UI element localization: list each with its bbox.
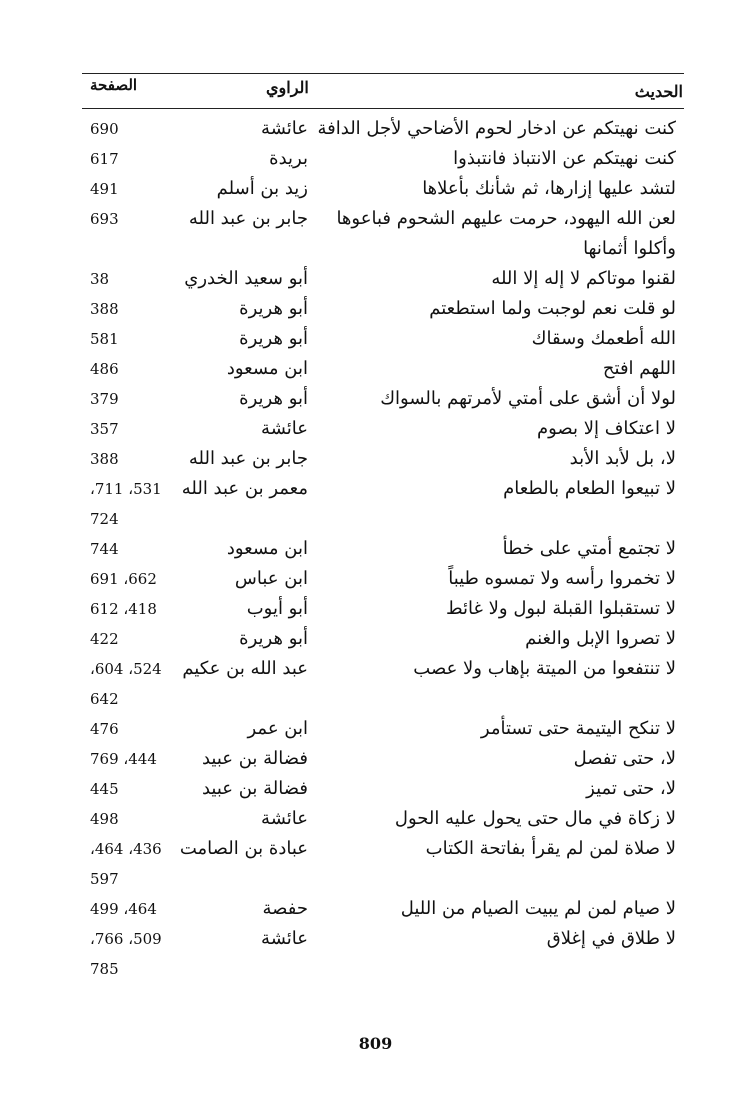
narrator-name: جابر بن عبد الله (188, 448, 308, 469)
table-row (82, 416, 684, 446)
page-references: 724 (90, 510, 119, 528)
narrator-name: أبو هريرة (239, 388, 308, 409)
hadith-text: لتشد عليها إزارها، ثم شأنك بأعلاها (422, 178, 676, 199)
page-references: 436، 464، (90, 840, 162, 858)
table-row (82, 866, 684, 896)
hadith-text: لا تنتفعوا من الميتة بإهاب ولا عصب (413, 658, 676, 679)
hadith-text: لا تخمروا رأسه ولا تمسوه طيباً (448, 568, 676, 589)
hadith-text: لا تستقبلوا القبلة لبول ولا غائط (445, 598, 676, 619)
page-references: 464، 499 (90, 900, 157, 918)
page-references: 498 (90, 810, 119, 828)
page-references: 388 (90, 300, 119, 318)
table-row (82, 716, 684, 746)
narrator-name: أبو هريرة (239, 628, 308, 649)
hadith-text: لا، حتى تميز (586, 778, 676, 799)
page-references: 445 (90, 780, 119, 798)
hadith-text: لا زكاة في مال حتى يحول عليه الحول (394, 808, 676, 829)
table-row (82, 626, 684, 656)
table-row (82, 266, 684, 296)
hadith-text: لا، حتى تفصل (573, 748, 676, 769)
narrator-name: عائشة (261, 118, 308, 139)
page-references: 379 (90, 390, 119, 408)
narrator-name: فضالة بن عبيد (201, 778, 308, 799)
page-references: 491 (90, 180, 119, 198)
page-references: 744 (90, 540, 119, 558)
table-row (82, 656, 684, 686)
narrator-name: فضالة بن عبيد (201, 748, 308, 769)
hadith-text: الله أطعمك وسقاك (531, 328, 676, 349)
narrator-name: ابن مسعود (226, 358, 308, 379)
table-row (82, 536, 684, 566)
table-row (82, 206, 684, 236)
table-row (82, 686, 684, 716)
hadith-text: لعن الله اليهود، حرمت عليهم الشحوم فباعوها (336, 208, 676, 229)
page-references: 388 (90, 450, 119, 468)
table-row (82, 356, 684, 386)
page-references: 693 (90, 210, 119, 228)
hadith-text: لا تنكح اليتيمة حتى تستأمر (480, 718, 676, 739)
hadith-text: لا، بل لأبد الأبد (569, 448, 676, 469)
page-number: 809 (358, 1034, 393, 1053)
table-row (82, 806, 684, 836)
narrator-name: أبو هريرة (239, 328, 308, 349)
page-references: 524، 604، (90, 660, 162, 678)
table-row (82, 386, 684, 416)
narrator-name: أبو هريرة (239, 298, 308, 319)
hadith-text: لا اعتكاف إلا بصوم (536, 418, 676, 439)
hadith-text: لا تبيعوا الطعام بالطعام (503, 478, 676, 499)
table-row (82, 596, 684, 626)
table-row (82, 296, 684, 326)
narrator-name: زيد بن أسلم (216, 178, 308, 199)
narrator-name: جابر بن عبد الله (188, 208, 308, 229)
table-row (82, 116, 684, 146)
narrator-name: عائشة (261, 418, 308, 439)
table-row (82, 956, 684, 986)
hadith-text: لا تصروا الإبل والغنم (525, 628, 676, 649)
table-row (82, 566, 684, 596)
hadith-text: لا تجتمع أمتي على خطأ (502, 538, 676, 559)
table-row (82, 506, 684, 536)
narrator-name: ابن عمر (247, 718, 308, 739)
page-references: 38 (90, 270, 110, 288)
narrator-name: أبو أيوب (246, 598, 308, 619)
table-row (82, 176, 684, 206)
table-row (82, 446, 684, 476)
column-header-hadith: الحديث (634, 82, 683, 101)
narrator-name: ابن عباس (234, 568, 308, 589)
narrator-name: عائشة (261, 808, 308, 829)
table-row (82, 836, 684, 866)
narrator-name: بريدة (269, 148, 308, 169)
page-references: 785 (90, 960, 119, 978)
hadith-text: لقنوا موتاكم لا إله إلا الله (491, 268, 676, 289)
page-references: 581 (90, 330, 119, 348)
narrator-name: حفصة (262, 898, 308, 919)
page-references: 422 (90, 630, 119, 648)
narrator-name: عائشة (261, 928, 308, 949)
hadith-text: اللهم افتح (602, 358, 676, 379)
hadith-text: لو قلت نعم لوجبت ولما استطعتم (429, 298, 676, 319)
hadith-text: لا طلاق في إغلاق (546, 928, 676, 949)
page-references: 357 (90, 420, 119, 438)
page-references: 690 (90, 120, 119, 138)
table-row (82, 746, 684, 776)
page-references: 597 (90, 870, 119, 888)
table-row (82, 776, 684, 806)
table-row (82, 326, 684, 356)
page-references: 509، 766، (90, 930, 162, 948)
hadith-text: لولا أن أشق على أمتي لأمرتهم بالسواك (380, 388, 676, 409)
page-references: 642 (90, 690, 119, 708)
column-header-page: الصفحة (90, 76, 138, 94)
page-references: 617 (90, 150, 119, 168)
page-references: 662، 691 (90, 570, 157, 588)
narrator-name: عبادة بن الصامت (179, 838, 308, 859)
table-row (82, 146, 684, 176)
table-row (82, 896, 684, 926)
hadith-text: لا صلاة لمن لم يقرأ بفاتحة الكتاب (425, 838, 676, 859)
page-references: 476 (90, 720, 119, 738)
hadith-text: وأكلوا أثمانها (583, 238, 676, 259)
page-references: 531، 711، (90, 480, 162, 498)
hadith-text: كنت نهيتكم عن الانتباذ فانتبذوا (453, 148, 676, 169)
column-header-narrator: الراوي (266, 78, 309, 97)
narrator-name: عبد الله بن عكيم (182, 658, 308, 679)
hadith-text: لا صيام لمن لم يبيت الصيام من الليل (400, 898, 676, 919)
table-row (82, 476, 684, 506)
table-row (82, 926, 684, 956)
hadith-text: كنت نهيتكم عن ادخار لحوم الأضاحي لأجل الدافة (317, 118, 676, 139)
table-row (82, 236, 684, 266)
page-references: 486 (90, 360, 119, 378)
narrator-name: ابن مسعود (226, 538, 308, 559)
page-references: 418، 612 (90, 600, 157, 618)
narrator-name: أبو سعيد الخدري (184, 268, 308, 289)
narrator-name: معمر بن عبد الله (181, 478, 308, 499)
page-references: 444، 769 (90, 750, 157, 768)
